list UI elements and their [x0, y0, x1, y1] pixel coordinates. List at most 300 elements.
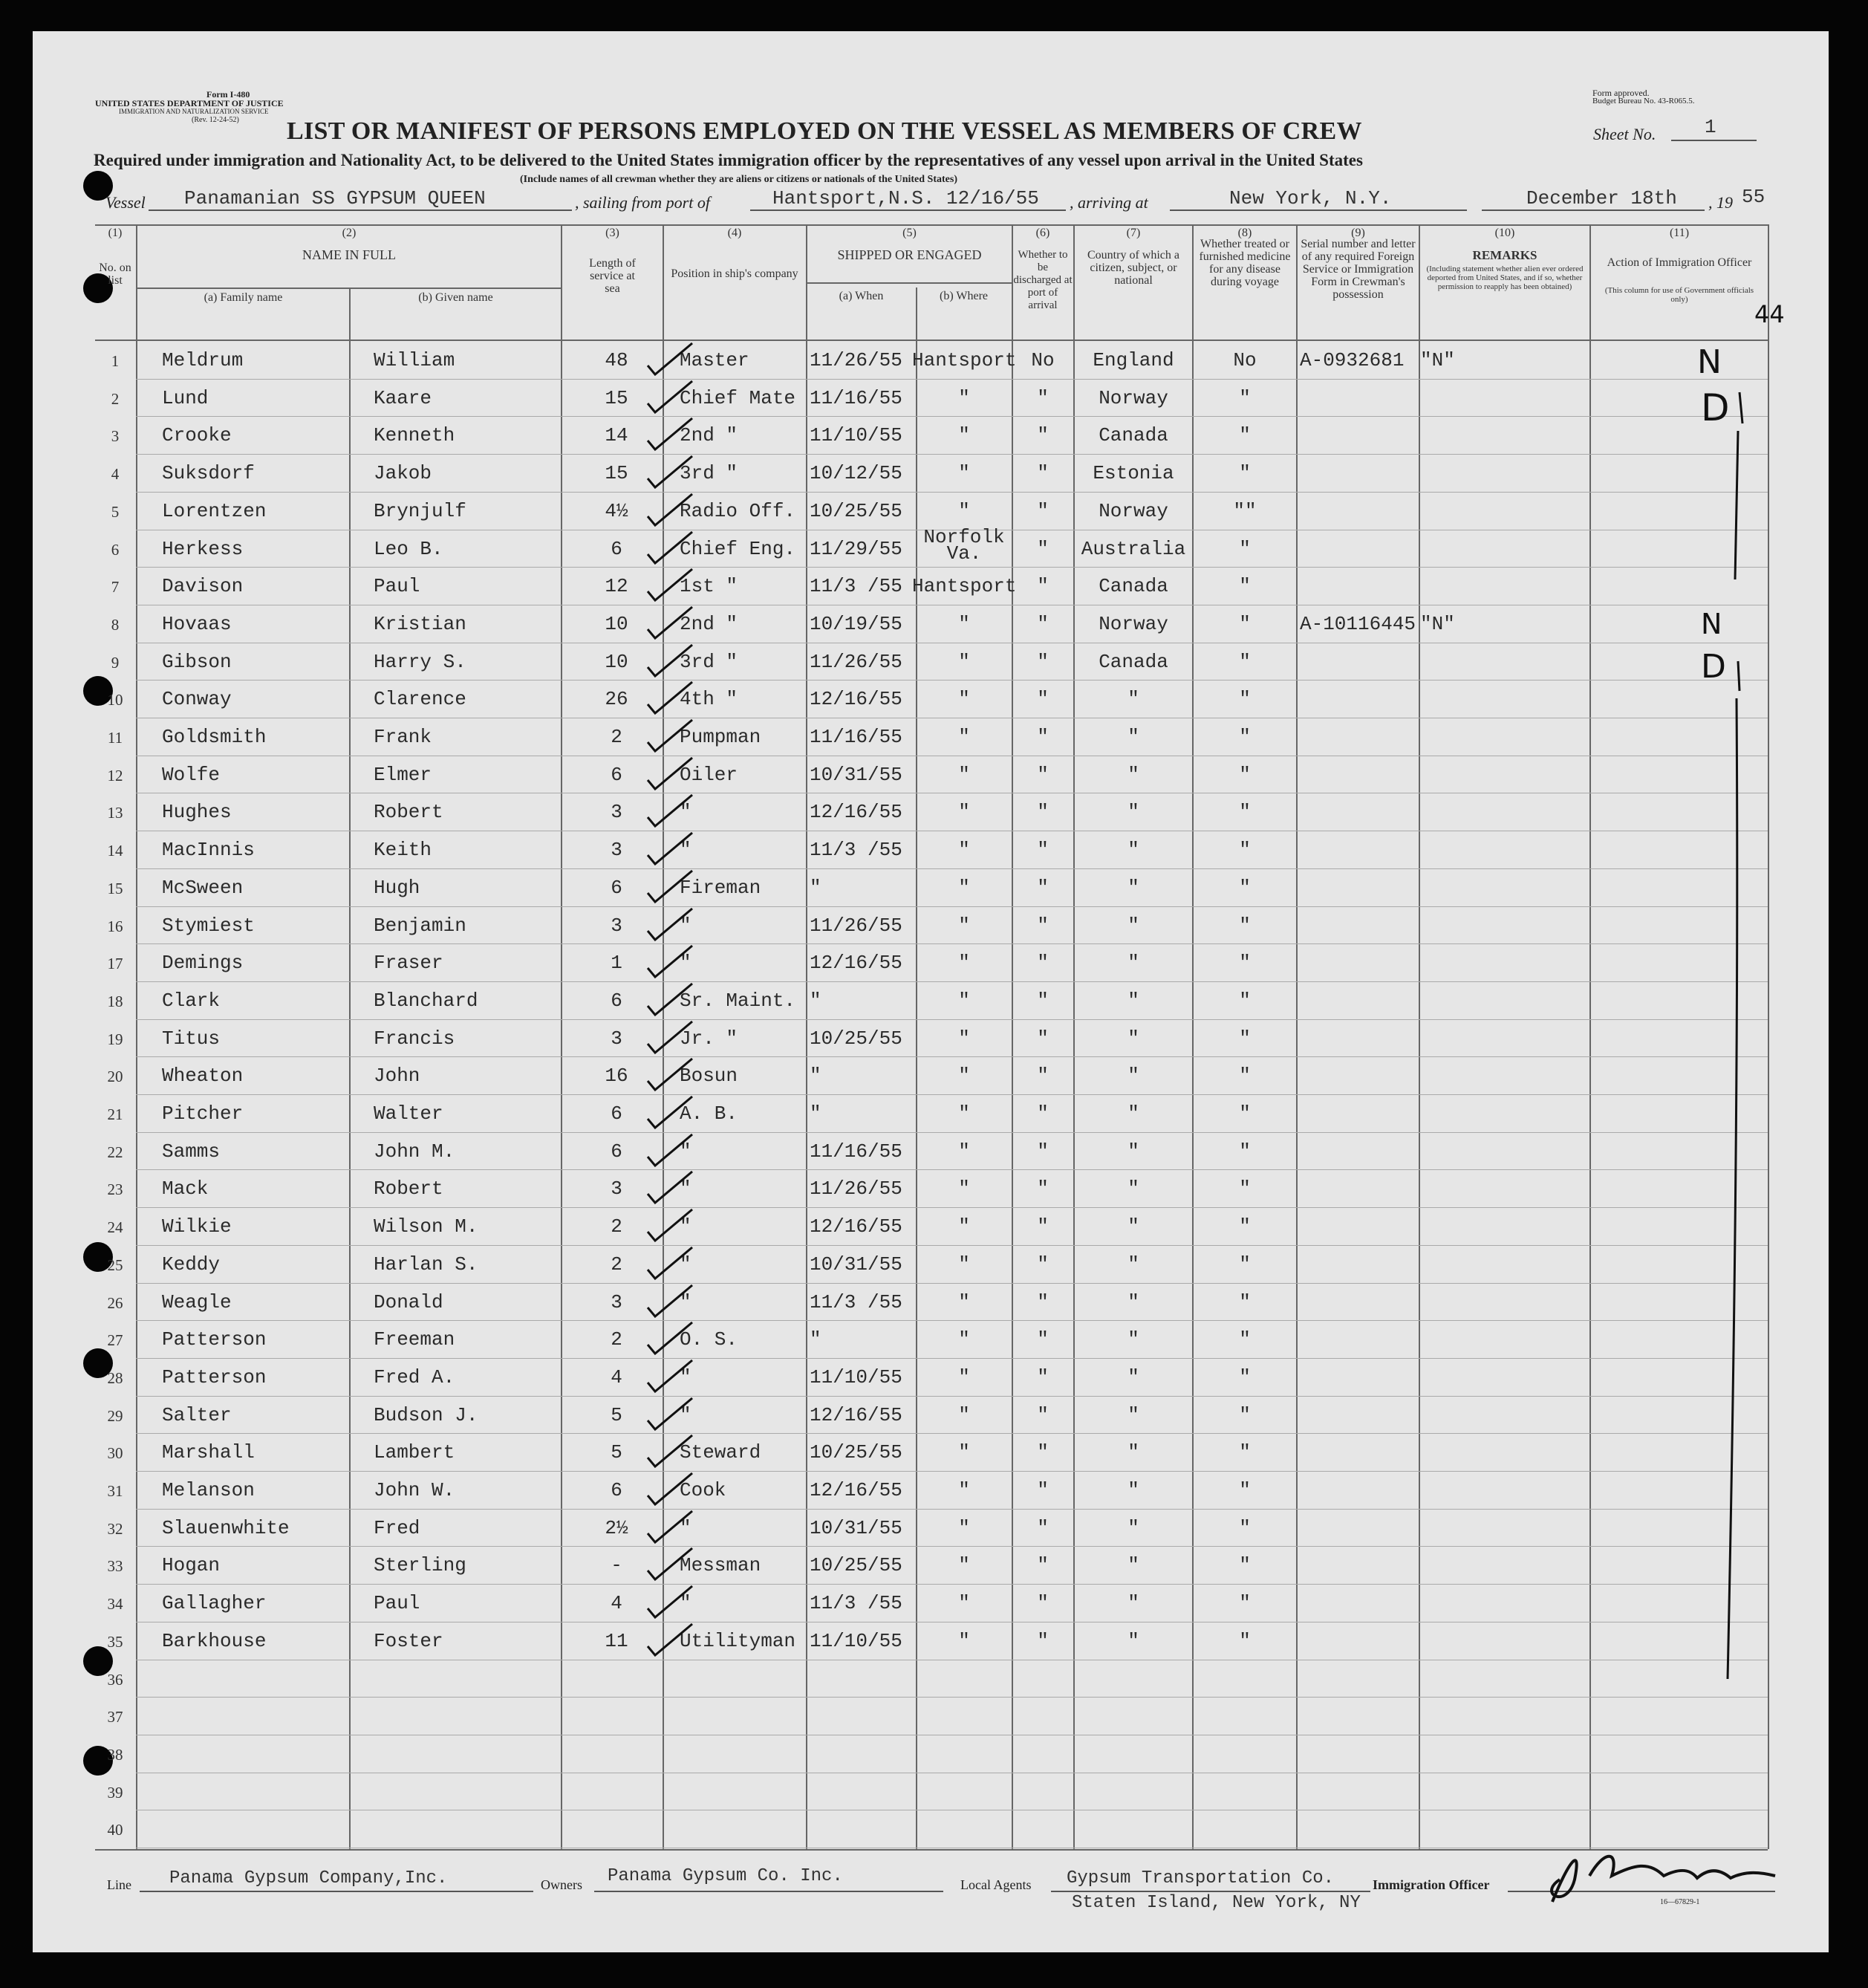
row-number: 25 — [107, 1256, 123, 1274]
discharged-cell: " — [1037, 952, 1049, 975]
column-index-7: (7) — [1126, 227, 1141, 239]
row-divider — [136, 1132, 1768, 1133]
sailing-label: , sailing from port of — [575, 193, 710, 212]
departure-port: Hantsport,N.S. 12/16/55 — [772, 187, 1039, 209]
shipped-where-cell: " — [958, 1290, 970, 1313]
shipped-when-cell: 10/25/55 — [810, 499, 902, 522]
shipped-when-cell: 11/10/55 — [810, 424, 902, 447]
shipped-where-cell: Hantsport — [912, 575, 1017, 598]
medicine-cell: " — [1239, 688, 1251, 711]
shipped-where-cell: " — [958, 1629, 970, 1652]
country-cell: " — [1127, 688, 1139, 711]
row-number: 27 — [107, 1331, 123, 1350]
position-cell: " — [680, 1215, 691, 1238]
shipped-subheader-line — [806, 282, 1012, 284]
port-underline — [750, 209, 1066, 211]
discharged-cell: " — [1037, 1177, 1049, 1201]
country-cell: " — [1127, 952, 1139, 975]
length-of-service-cell: 14 — [605, 424, 628, 447]
length-of-service-cell: 6 — [611, 763, 622, 786]
length-of-service-cell: 3 — [611, 1290, 622, 1313]
row-divider — [136, 1283, 1768, 1284]
name-subheader-line — [136, 288, 561, 289]
row-number: 26 — [107, 1293, 123, 1312]
length-of-service-cell: 16 — [605, 1065, 628, 1088]
page-title: LIST OR MANIFEST OF PERSONS EMPLOYED ON THE VESSEL AS MEMBERS OF CREW — [287, 117, 1362, 145]
row-divider — [136, 379, 1768, 380]
shipped-when-cell: 10/31/55 — [810, 1516, 902, 1539]
shipped-when-cell: 12/16/55 — [810, 1215, 902, 1238]
given-name-cell: Clarence — [374, 688, 466, 711]
shipped-where-cell: Norfolk Va. — [923, 525, 1005, 565]
arriving-label: , arriving at — [1070, 193, 1148, 212]
remarks-cell: "N" — [1420, 349, 1455, 371]
medicine-cell: No — [1233, 349, 1257, 371]
given-name-cell: Fraser — [374, 952, 443, 975]
discharged-cell: " — [1037, 1253, 1049, 1276]
shipped-when-cell: 11/10/55 — [810, 1629, 902, 1652]
check-mark-icon — [640, 1620, 707, 1664]
arrival-port: New York, N.Y. — [1229, 187, 1392, 209]
family-name-cell: Titus — [162, 1027, 221, 1050]
shipped-where-cell: " — [958, 839, 970, 862]
given-name-cell: Paul — [374, 575, 420, 598]
country-cell: " — [1127, 876, 1139, 899]
discharged-cell: " — [1037, 575, 1049, 598]
column-index-5: (5) — [902, 227, 917, 239]
header-no-on-list: No. on list — [99, 262, 131, 287]
position-cell: A. B. — [680, 1102, 738, 1125]
shipped-when-cell: 10/12/55 — [810, 462, 902, 485]
length-of-service-cell: 26 — [605, 688, 628, 711]
row-number: 34 — [107, 1595, 123, 1614]
shipped-where-cell: " — [958, 952, 970, 975]
agents-address: Staten Island, New York, NY — [1072, 1893, 1361, 1913]
family-name-cell: Crooke — [162, 424, 232, 447]
family-name-cell: Davison — [162, 575, 244, 598]
length-of-service-cell: 2 — [611, 1328, 622, 1351]
shipped-where-cell: " — [958, 989, 970, 1012]
country-cell: " — [1127, 1629, 1139, 1652]
position-cell: Fireman — [680, 876, 761, 899]
family-name-cell: Marshall — [162, 1441, 255, 1464]
medicine-cell: " — [1239, 1365, 1251, 1388]
sheet-underline — [1671, 140, 1757, 141]
column-rule — [349, 288, 351, 1849]
given-name-cell: Kristian — [374, 612, 466, 635]
row-divider — [136, 981, 1768, 982]
remarks-cell: "N" — [1420, 612, 1455, 635]
given-name-cell: Fred A. — [374, 1365, 455, 1388]
form-number: Form I-480 — [206, 89, 250, 100]
shipped-where-cell: " — [958, 424, 970, 447]
shipped-when-cell: " — [810, 1065, 821, 1088]
length-of-service-cell: 15 — [605, 386, 628, 409]
shipped-when-cell: 11/16/55 — [810, 726, 902, 748]
family-name-cell: McSween — [162, 876, 244, 899]
given-name-cell: Foster — [374, 1629, 443, 1652]
country-cell: " — [1127, 1102, 1139, 1125]
family-name-cell: Slauenwhite — [162, 1516, 290, 1539]
discharged-cell: " — [1037, 914, 1049, 937]
position-cell: " — [680, 1516, 691, 1539]
medicine-cell: " — [1239, 1403, 1251, 1426]
shipped-where-cell: " — [958, 1403, 970, 1426]
handwritten-mark-n: N — [1697, 343, 1722, 381]
row-number: 40 — [107, 1821, 123, 1839]
given-name-cell: Paul — [374, 1592, 420, 1615]
discharged-cell: " — [1037, 1441, 1049, 1464]
family-name-cell: Clark — [162, 989, 221, 1012]
given-name-cell: Donald — [374, 1290, 443, 1313]
discharged-cell: " — [1037, 1592, 1049, 1615]
row-divider — [136, 1546, 1768, 1547]
shipped-when-cell: " — [810, 989, 821, 1012]
medicine-cell: " — [1239, 612, 1251, 635]
discharged-cell: " — [1037, 1516, 1049, 1539]
length-of-service-cell: 11 — [605, 1629, 628, 1652]
length-of-service-cell: 2 — [611, 1253, 622, 1276]
medicine-cell: " — [1239, 1629, 1251, 1652]
given-name-cell: Harlan S. — [374, 1253, 478, 1276]
shipped-when-cell: 11/3 /55 — [810, 575, 902, 598]
family-name-cell: Barkhouse — [162, 1629, 267, 1652]
position-cell: Master — [680, 349, 749, 371]
shipped-where-cell: " — [958, 386, 970, 409]
medicine-cell: " — [1239, 839, 1251, 862]
discharged-cell: " — [1037, 1102, 1049, 1125]
medicine-cell: " — [1239, 537, 1251, 560]
shipped-when-cell: 11/26/55 — [810, 1177, 902, 1201]
position-cell: Chief Mate — [680, 386, 796, 409]
line-label: Line — [107, 1877, 131, 1892]
medicine-cell: " — [1239, 1290, 1251, 1313]
length-of-service-cell: 5 — [611, 1441, 622, 1464]
medicine-cell: "" — [1233, 499, 1257, 522]
form-code: 16—67829-1 — [1660, 1898, 1700, 1906]
position-cell: Radio Off. — [680, 499, 796, 522]
position-cell: Steward — [680, 1441, 761, 1464]
length-of-service-cell: 4 — [611, 1365, 622, 1388]
shipped-when-cell: " — [810, 876, 821, 899]
length-of-service-cell: 6 — [611, 1479, 622, 1501]
shipped-where-cell: " — [958, 801, 970, 824]
row-number: 12 — [107, 766, 123, 785]
medicine-cell: " — [1239, 876, 1251, 899]
medicine-cell: " — [1239, 1592, 1251, 1615]
length-of-service-cell: 6 — [611, 1140, 622, 1163]
given-name-cell: Walter — [374, 1102, 443, 1125]
discharged-cell: " — [1037, 537, 1049, 560]
serial-cell: A-10116445 — [1300, 612, 1416, 635]
length-of-service-cell: 4 — [611, 1592, 622, 1615]
country-cell: " — [1127, 1554, 1139, 1577]
discharged-cell: " — [1037, 499, 1049, 522]
length-of-service-cell: 3 — [611, 914, 622, 937]
column-index-1: (1) — [108, 227, 123, 239]
family-name-cell: Lorentzen — [162, 499, 267, 522]
form-approved: Form approved. — [1592, 88, 1650, 98]
length-of-service-cell: 6 — [611, 989, 622, 1012]
position-cell: Chief Eng. — [680, 537, 796, 560]
row-divider — [136, 492, 1768, 493]
medicine-cell: " — [1239, 650, 1251, 673]
owners-label: Owners — [541, 1877, 582, 1892]
position-cell: " — [680, 1253, 691, 1276]
shipped-where-cell: " — [958, 688, 970, 711]
row-divider — [136, 906, 1768, 907]
row-number: 35 — [107, 1632, 123, 1651]
shipped-where-cell: " — [958, 1140, 970, 1163]
header-medicine: Whether treated or furnished medicine for any disease during voyage — [1199, 238, 1291, 288]
discharged-cell: " — [1037, 1328, 1049, 1351]
row-divider — [136, 1471, 1768, 1472]
header-serial: Serial number and letter of any required Foreign Service or Immigration Form in Crewman's possession — [1301, 238, 1416, 301]
serial-cell: A-0932681 — [1300, 349, 1405, 371]
country-cell: " — [1127, 763, 1139, 786]
row-divider — [136, 1320, 1768, 1321]
country-cell: " — [1127, 1441, 1139, 1464]
header-name-in-full: NAME IN FULL — [302, 247, 396, 262]
shipped-where-cell: " — [958, 612, 970, 635]
given-name-cell: Harry S. — [374, 650, 466, 673]
column-rule — [136, 224, 137, 1849]
column-index-3: (3) — [605, 227, 619, 239]
country-cell: " — [1127, 726, 1139, 748]
medicine-cell: " — [1239, 575, 1251, 598]
row-number: 33 — [107, 1557, 123, 1576]
budget-bureau: Budget Bureau No. 43-R065.5. — [1592, 97, 1695, 105]
family-name-cell: Lund — [162, 386, 209, 409]
position-cell: Cook — [680, 1479, 726, 1501]
owners-value: Panama Gypsum Co. Inc. — [608, 1866, 843, 1886]
handwritten-mark-d: D — [1701, 386, 1730, 429]
discharged-cell: " — [1037, 989, 1049, 1012]
length-of-service-cell: 3 — [611, 1027, 622, 1050]
position-cell: Bosun — [680, 1065, 738, 1088]
column-rule — [1296, 224, 1298, 1849]
discharged-cell: " — [1037, 1215, 1049, 1238]
shipped-where-cell: " — [958, 1328, 970, 1351]
vessel-label: Vessel — [105, 193, 146, 212]
given-name-cell: Frank — [374, 726, 432, 748]
given-name-cell: Keith — [374, 839, 432, 862]
column-index-11: (11) — [1669, 227, 1690, 239]
country-cell: Norway — [1099, 499, 1168, 522]
given-name-cell: Freeman — [374, 1328, 455, 1351]
medicine-cell: " — [1239, 1328, 1251, 1351]
position-cell: " — [680, 1140, 691, 1163]
given-name-cell: Blanchard — [374, 989, 478, 1012]
line-value: Panama Gypsum Company,Inc. — [169, 1868, 448, 1888]
row-number: 20 — [107, 1068, 123, 1086]
family-name-cell: Salter — [162, 1403, 232, 1426]
given-name-cell: Brynjulf — [374, 499, 466, 522]
row-divider — [136, 868, 1768, 869]
length-of-service-cell: 5 — [611, 1403, 622, 1426]
shipped-when-cell: 10/25/55 — [810, 1441, 902, 1464]
family-name-cell: Gallagher — [162, 1592, 267, 1615]
row-number: 31 — [107, 1482, 123, 1500]
row-divider — [136, 1019, 1768, 1020]
row-divider — [136, 1697, 1768, 1698]
given-name-cell: Jakob — [374, 462, 432, 485]
shipped-where-cell: " — [958, 1592, 970, 1615]
medicine-cell: " — [1239, 462, 1251, 485]
instruction-note: (Include names of all crewman whether they are aliens or citizens or nationals of the United States) — [520, 174, 957, 185]
column-rule — [1768, 224, 1769, 1849]
family-name-cell: Hovaas — [162, 612, 232, 635]
discharged-cell: " — [1037, 801, 1049, 824]
shipped-when-cell: 11/26/55 — [810, 650, 902, 673]
country-cell: " — [1127, 1140, 1139, 1163]
length-of-service-cell: 3 — [611, 839, 622, 862]
column-index-8: (8) — [1237, 227, 1252, 239]
sheet-label: Sheet No. — [1593, 125, 1656, 143]
position-cell: " — [680, 1403, 691, 1426]
country-cell: Australia — [1081, 537, 1186, 560]
family-name-cell: Keddy — [162, 1253, 221, 1276]
row-number: 3 — [111, 427, 120, 446]
row-divider — [136, 567, 1768, 568]
family-name-cell: Mack — [162, 1177, 209, 1201]
shipped-when-cell: 11/16/55 — [810, 386, 902, 409]
shipped-where-cell: " — [958, 1027, 970, 1050]
position-cell: 3rd " — [680, 462, 738, 485]
length-of-service-cell: 6 — [611, 537, 622, 560]
position-cell: Oiler — [680, 763, 738, 786]
length-of-service-cell: 2½ — [605, 1516, 628, 1539]
header-family-name: (a) Family name — [204, 291, 283, 304]
shipped-where-cell: " — [958, 1479, 970, 1501]
length-of-service-cell: 1 — [611, 952, 622, 975]
column-index-2: (2) — [342, 227, 357, 239]
row-divider — [136, 1056, 1768, 1057]
country-cell: " — [1127, 1592, 1139, 1615]
header-discharged: Whether to be discharged at port of arrival — [1013, 249, 1073, 311]
medicine-cell: " — [1239, 1479, 1251, 1501]
country-cell: Canada — [1099, 650, 1168, 673]
position-cell: " — [680, 1365, 691, 1388]
row-divider — [136, 1509, 1768, 1510]
given-name-cell: Sterling — [374, 1554, 466, 1577]
family-name-cell: Weagle — [162, 1290, 232, 1313]
position-cell: 1st " — [680, 575, 738, 598]
length-of-service-cell: 10 — [605, 650, 628, 673]
table-header-bottom-line — [95, 340, 1768, 341]
shipped-when-cell: 11/3 /55 — [810, 1592, 902, 1615]
discharged-cell: " — [1037, 1365, 1049, 1388]
medicine-cell: " — [1239, 1253, 1251, 1276]
vessel-name: Panamanian SS GYPSUM QUEEN — [184, 187, 486, 209]
given-name-cell: John W. — [374, 1479, 455, 1501]
discharged-cell: " — [1037, 1554, 1049, 1577]
owners-underline — [594, 1891, 943, 1892]
row-divider — [136, 1358, 1768, 1359]
row-number: 1 — [111, 352, 120, 370]
medicine-cell: " — [1239, 1441, 1251, 1464]
row-divider — [136, 1433, 1768, 1434]
length-of-service-cell: 10 — [605, 612, 628, 635]
row-number: 19 — [107, 1030, 123, 1048]
shipped-when-cell: 10/19/55 — [810, 612, 902, 635]
position-cell: " — [680, 1177, 691, 1201]
row-number: 4 — [111, 465, 120, 484]
family-name-cell: Hughes — [162, 801, 232, 824]
service-name: IMMIGRATION AND NATURALIZATION SERVICE — [119, 108, 269, 115]
position-cell: 2nd " — [680, 612, 738, 635]
discharged-cell: " — [1037, 839, 1049, 862]
shipped-when-cell: 10/25/55 — [810, 1027, 902, 1050]
country-cell: " — [1127, 1365, 1139, 1388]
country-cell: Estonia — [1093, 462, 1174, 485]
country-cell: Norway — [1099, 612, 1168, 635]
medicine-cell: " — [1239, 801, 1251, 824]
length-of-service-cell: 6 — [611, 876, 622, 899]
discharged-cell: " — [1037, 424, 1049, 447]
family-name-cell: Gibson — [162, 650, 232, 673]
column-index-6: (6) — [1035, 227, 1050, 239]
agents-underline — [1051, 1891, 1370, 1892]
shipped-where-cell: " — [958, 1102, 970, 1125]
country-cell: " — [1127, 1403, 1139, 1426]
header-given-name: (b) Given name — [418, 291, 493, 304]
shipped-where-cell: " — [958, 1554, 970, 1577]
handwritten-mark-n: N — [1701, 608, 1722, 640]
year: 55 — [1742, 186, 1766, 208]
length-of-service-cell: 15 — [605, 462, 628, 485]
discharged-cell: " — [1037, 688, 1049, 711]
discharged-cell: " — [1037, 1629, 1049, 1652]
shipped-where-cell: " — [958, 763, 970, 786]
family-name-cell: Hogan — [162, 1554, 221, 1577]
family-name-cell: Wheaton — [162, 1065, 244, 1088]
arriving-underline — [1170, 209, 1467, 211]
row-number: 29 — [107, 1406, 123, 1425]
given-name-cell: Fred — [374, 1516, 420, 1539]
shipped-where-cell: " — [958, 1441, 970, 1464]
family-name-cell: Melanson — [162, 1479, 255, 1501]
family-name-cell: Wilkie — [162, 1215, 232, 1238]
subtitle: Required under immigration and Nationality Act, to be delivered to the United States immigration officer by the representatives of any vessel upon arrival in the United States — [94, 151, 1363, 169]
discharged-cell: " — [1037, 1140, 1049, 1163]
row-number: 21 — [107, 1105, 123, 1123]
header-position: Position in ship's company — [671, 267, 798, 280]
given-name-cell: Lambert — [374, 1441, 455, 1464]
medicine-cell: " — [1239, 763, 1251, 786]
position-cell: 3rd " — [680, 650, 738, 673]
country-cell: " — [1127, 1516, 1139, 1539]
shipped-when-cell: 12/16/55 — [810, 688, 902, 711]
shipped-where-cell: " — [958, 499, 970, 522]
given-name-cell: Robert — [374, 801, 443, 824]
given-name-cell: Hugh — [374, 876, 420, 899]
header-length-of-service: Length of service at sea — [589, 257, 636, 295]
row-number: 8 — [111, 615, 120, 634]
department-name: UNITED STATES DEPARTMENT OF JUSTICE — [95, 98, 284, 108]
shipped-where-cell: " — [958, 1253, 970, 1276]
family-name-cell: Demings — [162, 952, 244, 975]
row-number: 32 — [107, 1519, 123, 1538]
shipped-when-cell: 10/25/55 — [810, 1554, 902, 1577]
shipped-where-cell: " — [958, 914, 970, 937]
row-number: 15 — [107, 879, 123, 897]
shipped-where-cell: " — [958, 726, 970, 748]
discharged-cell: " — [1037, 763, 1049, 786]
shipped-where-cell: " — [958, 1065, 970, 1088]
row-number: 2 — [111, 389, 120, 408]
sheet-number: 1 — [1705, 116, 1716, 138]
